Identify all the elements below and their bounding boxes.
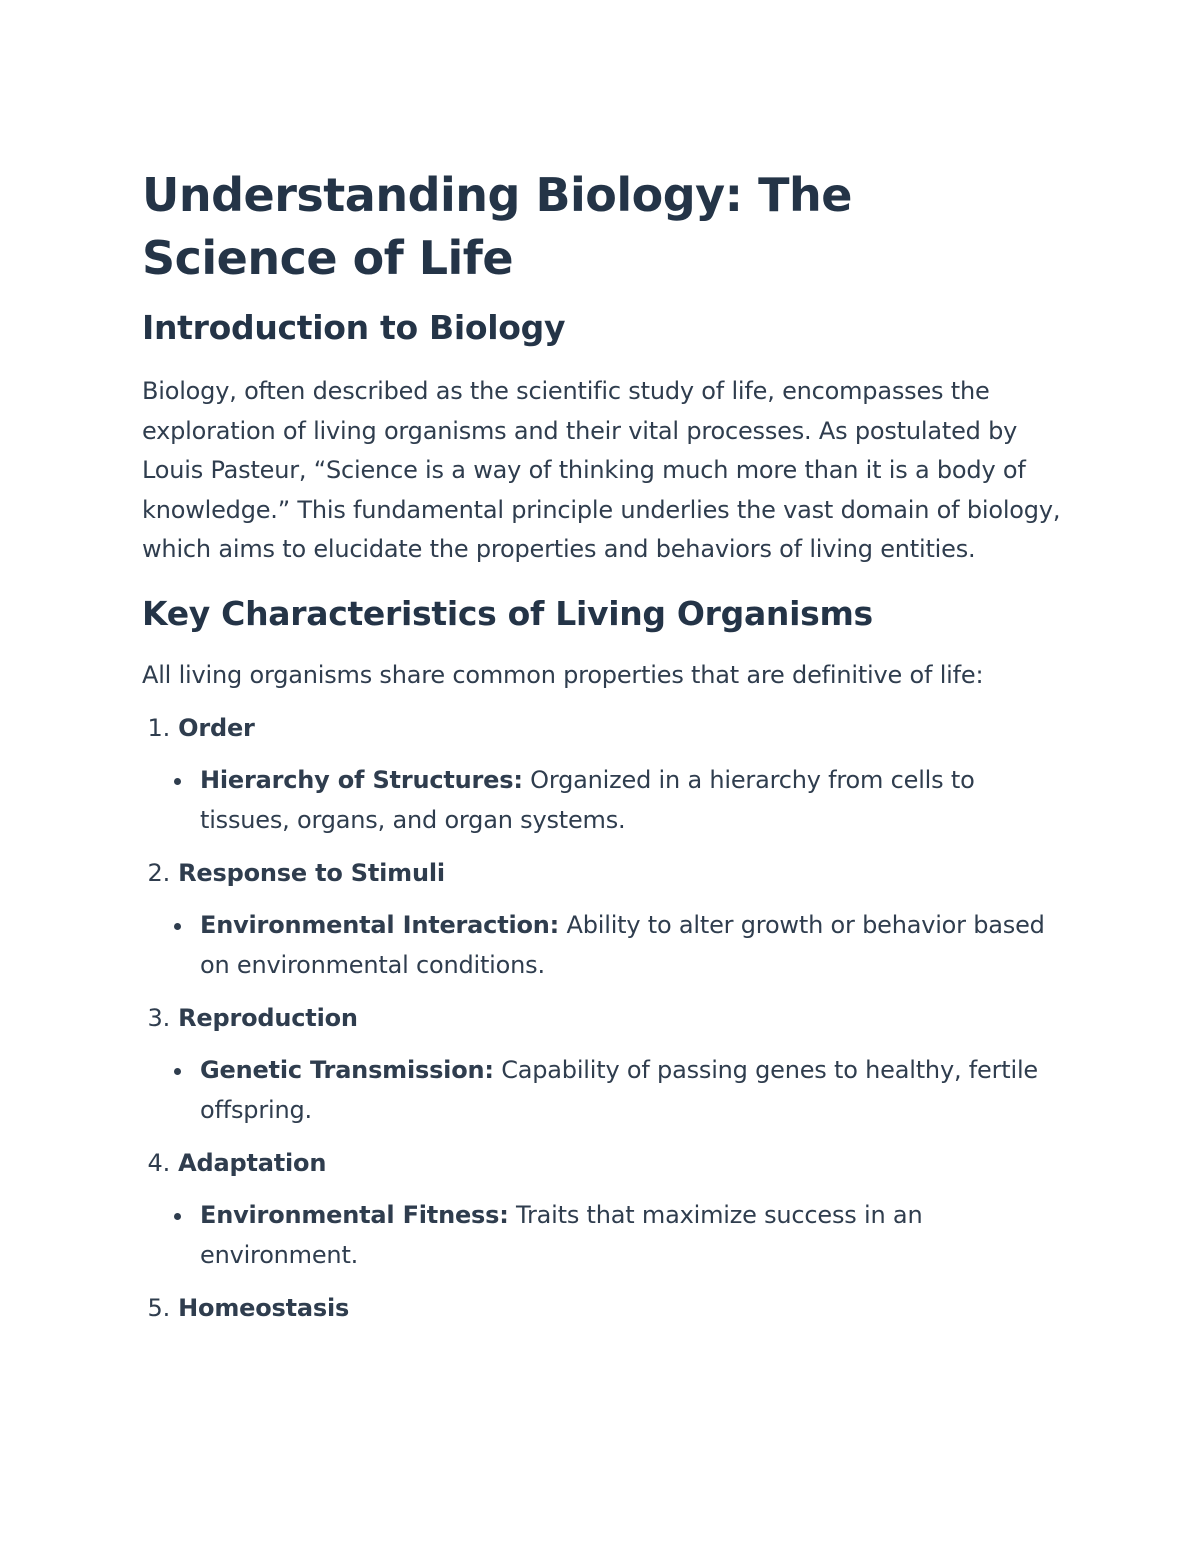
list-item-number: 3. bbox=[147, 1004, 170, 1032]
sub-item-term: Environmental Interaction: bbox=[200, 911, 560, 939]
intro-heading: Introduction to Biology bbox=[142, 308, 566, 347]
sub-list-item bbox=[200, 1196, 1062, 1275]
sub-list bbox=[142, 1196, 1062, 1275]
list-item bbox=[142, 854, 1062, 985]
intro-paragraph: Biology, often described as the scientific study of life, encompasses the exploration of living organisms and their vital processes. As postulated by Louis Pasteur, “Science is a way of thinking much more than it is a body of knowledge.” This fundamental principle underlies the vast domain of biology, which aims to elucidate the properties and behaviors of living entities. bbox=[142, 377, 1061, 563]
list-item-title bbox=[142, 999, 1062, 1037]
bullet-icon bbox=[174, 923, 181, 930]
list-item bbox=[142, 1144, 1062, 1275]
key-characteristics-intro: All living organisms share common properties that are definitive of life: bbox=[142, 660, 984, 689]
sub-item-term: Hierarchy of Structures: bbox=[200, 766, 523, 794]
list-item-title-text: Reproduction bbox=[178, 1004, 358, 1032]
sub-item-text: Traits that maximize success in an environment. bbox=[200, 1201, 923, 1269]
list-item-title bbox=[142, 1144, 1062, 1182]
list-item-title bbox=[142, 709, 1062, 747]
list-item-title-text: Response to Stimuli bbox=[178, 859, 445, 887]
sub-list bbox=[142, 906, 1062, 985]
list-item-title bbox=[142, 854, 1062, 892]
list-item-title-text: Homeostasis bbox=[178, 1294, 350, 1322]
list-item bbox=[142, 999, 1062, 1130]
bullet-icon bbox=[174, 1068, 181, 1075]
sub-item-text: Capability of passing genes to healthy, fertile offspring. bbox=[200, 1056, 1038, 1124]
list-item-number: 2. bbox=[147, 859, 170, 887]
list-item bbox=[142, 709, 1062, 840]
sub-item-text: Organized in a hierarchy from cells to tissues, organs, and organ systems. bbox=[200, 766, 975, 834]
list-item-number: 1. bbox=[147, 714, 170, 742]
sub-list-item bbox=[200, 1051, 1062, 1130]
sub-item-term: Environmental Fitness: bbox=[200, 1201, 509, 1229]
list-item-number: 5. bbox=[147, 1294, 170, 1322]
page-title: Understanding Biology: The Science of Life bbox=[142, 168, 852, 285]
sub-item-term: Genetic Transmission: bbox=[200, 1056, 494, 1084]
list-item-title-text: Adaptation bbox=[178, 1149, 327, 1177]
sub-item-text: Ability to alter growth or behavior based on environmental conditions. bbox=[200, 911, 1045, 979]
sub-list bbox=[142, 1051, 1062, 1130]
bullet-icon bbox=[174, 1213, 181, 1220]
sub-list-item bbox=[200, 906, 1062, 985]
list-item-title-text: Order bbox=[178, 714, 255, 742]
key-characteristics-heading: Key Characteristics of Living Organisms bbox=[142, 593, 873, 633]
sub-list-item bbox=[200, 761, 1062, 840]
bullet-icon bbox=[174, 778, 181, 785]
list-item-title bbox=[142, 1289, 1062, 1327]
characteristics-list bbox=[142, 709, 1062, 1327]
sub-list bbox=[142, 761, 1062, 840]
list-item bbox=[142, 1289, 1062, 1327]
list-item-number: 4. bbox=[147, 1149, 170, 1177]
document-page bbox=[142, 164, 1062, 1327]
